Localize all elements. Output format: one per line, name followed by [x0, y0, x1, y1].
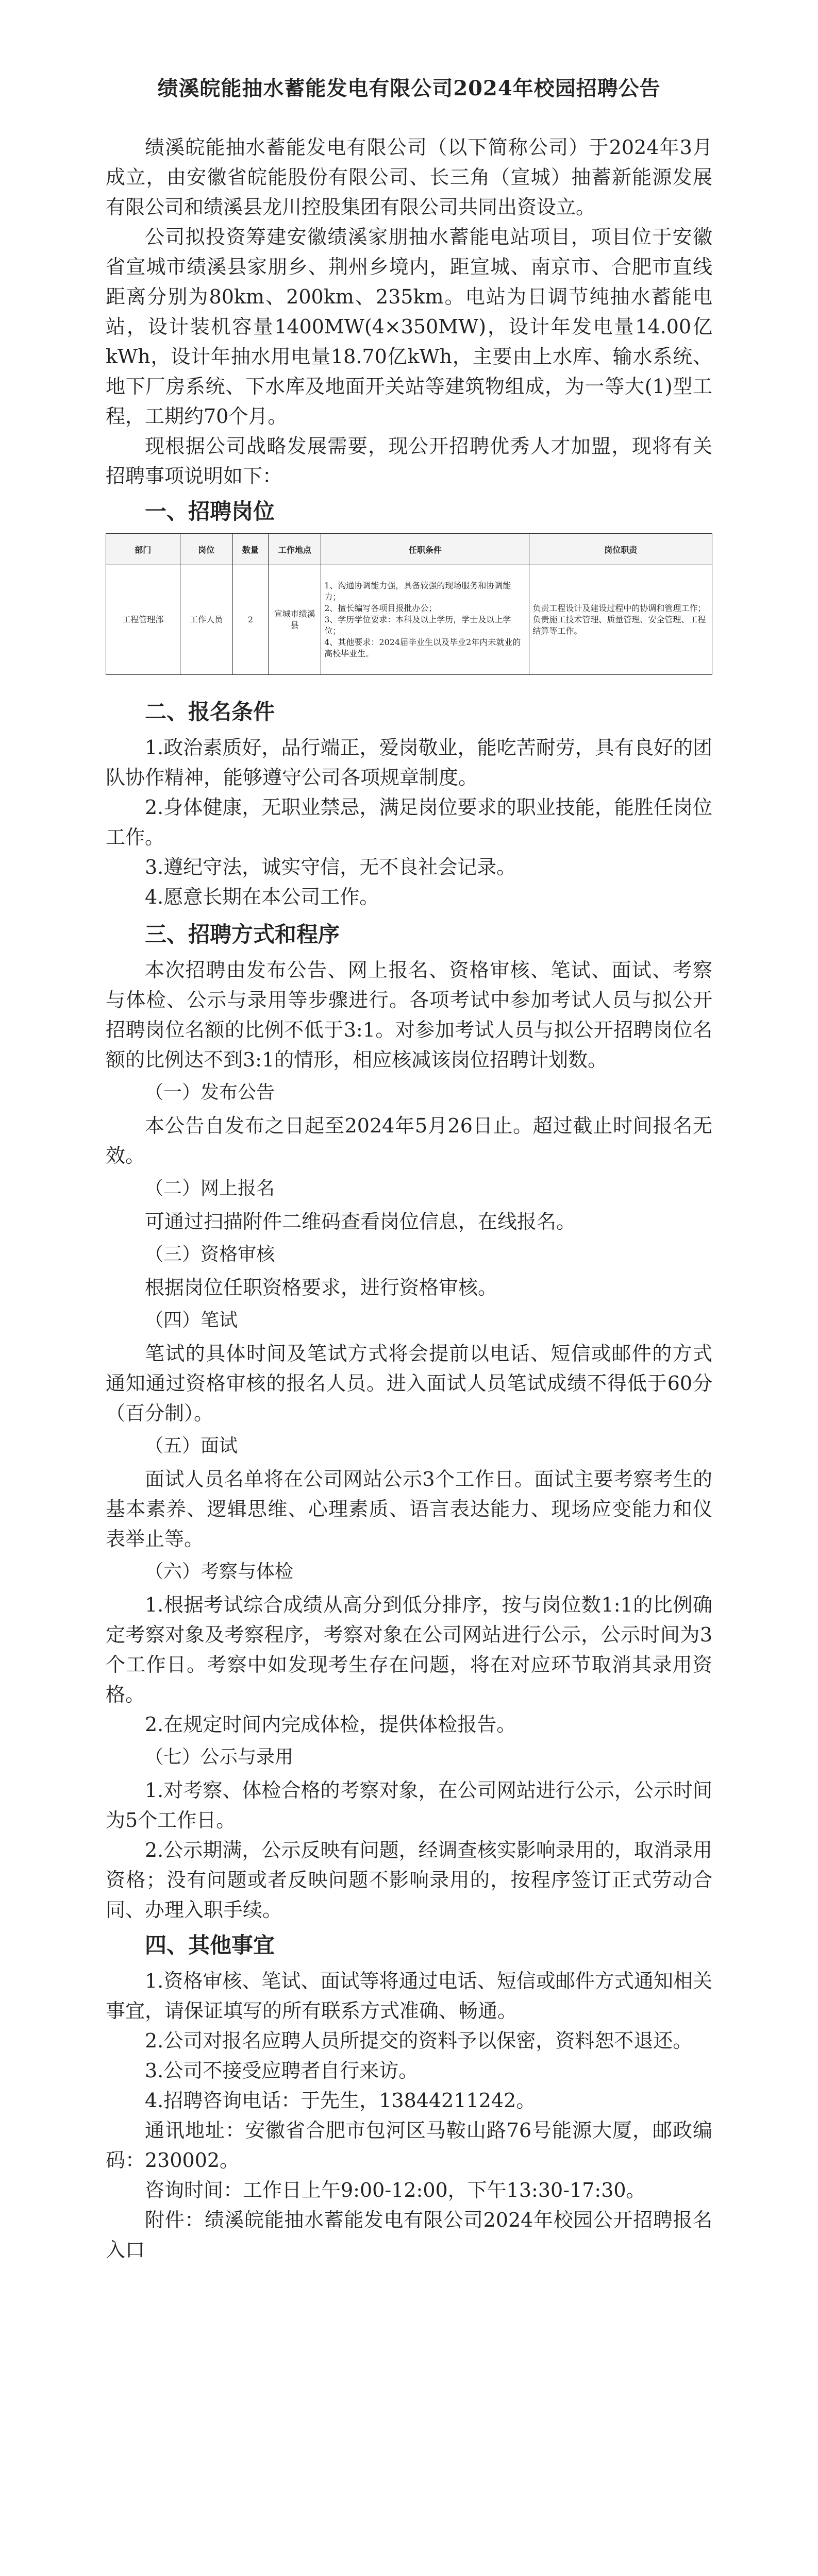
list-item: 2.身体健康，无职业禁忌，满足岗位要求的职业技能，能胜任岗位工作。: [106, 796, 712, 849]
section-heading-positions: 一、招聘岗位: [145, 499, 275, 524]
section-heading-eligibility: 二、报名条件: [145, 699, 275, 724]
requirement-line: 1、沟通协调能力强，具备较强的现场服务和协调能力；: [324, 581, 511, 602]
table-header-cell: 工作地点: [269, 534, 321, 565]
list-item: 2.公司对报名应聘人员所提交的资料予以保密，资料恕不退还。: [145, 2029, 693, 2052]
position-cell: 工作人员: [180, 565, 232, 675]
list-item: 4.愿意长期在本公司工作。: [145, 886, 379, 908]
step-paragraph: 面试人员名单将在公司网站公示3个工作日。面试主要考察考生的基本素养、逻辑思维、心理素质、语言表达能力、现场应变能力和仪表举止等。: [106, 1468, 712, 1550]
requirement-line: 4、其他要求：2024届毕业生以及毕业2年内未就业的高校毕业生。: [324, 637, 521, 658]
list-item: 3.遵纪守法，诚实守信，无不良社会记录。: [145, 856, 516, 878]
step-paragraph: 笔试的具体时间及笔试方式将会提前以电话、短信或邮件的方式通知通过资格审核的报名人员。进入面试人员笔试成绩不得低于60分（百分制）。: [106, 1342, 712, 1425]
requirements-cell: [321, 565, 529, 675]
table-header-cell: 岗位: [180, 534, 232, 565]
table-row: [106, 565, 712, 675]
step-paragraph: 1.根据考试综合成绩从高分到低分排序，按与岗位数1:1的比例确定考察对象及考察程序，考察对象在公司网站进行公示，公示时间为3个工作日。考察中如发现考生存在问题，将在对应环节取消其录用资格。: [106, 1594, 712, 1706]
intro-section: [106, 132, 712, 491]
section-heading-other: 四、其他事宜: [145, 1933, 275, 1958]
step-paragraph: 2.在规定时间内完成体检，提供体检报告。: [145, 1713, 516, 1736]
hours-line: 咨询时间：工作日上午9:00-12:00，下午13:30-17:30。: [145, 2179, 646, 2201]
other-matters-list: [106, 1966, 712, 2265]
dept-cell: 工程管理部: [106, 565, 180, 675]
table-header-cell: 岗位职责: [529, 534, 712, 565]
step-heading: （二）网上报名: [145, 1178, 275, 1199]
step-heading: （一）发布公告: [145, 1082, 275, 1103]
step-heading: （六）考察与体检: [145, 1561, 294, 1582]
address-line: 通讯地址：安徽省合肥市包河区马鞍山路76号能源大厦，邮政编码：230002。: [106, 2119, 712, 2172]
step-heading: （三）资格审核: [145, 1244, 275, 1265]
step-paragraph: 可通过扫描附件二维码查看岗位信息，在线报名。: [145, 1210, 576, 1233]
requirement-line: 3、学历学位要求：本科及以上学历，学士及以上学位；: [324, 615, 511, 636]
attachment-line: 附件：绩溪皖能抽水蓄能发电有限公司2024年校园公开招聘报名入口: [106, 2209, 712, 2261]
list-item: 1.资格审核、笔试、面试等将通过电话、短信或邮件方式通知相关事宜，请保证填写的所有联系方式准确、畅通。: [106, 1970, 712, 2022]
list-item: 3.公司不接受应聘者自行来访。: [145, 2059, 419, 2082]
eligibility-list: [106, 733, 712, 912]
table-header-cell: 任职条件: [321, 534, 529, 565]
step-paragraph: 根据岗位任职资格要求，进行资格审核。: [145, 1276, 498, 1299]
step-heading: （四）笔试: [145, 1310, 238, 1331]
step-paragraph: 2.公示期满，公示反映有问题，经调查核实影响录用的，取消录用资格；没有问题或者反映问题不影响录用的，按程序签订正式劳动合同、办理入职手续。: [106, 1839, 712, 1921]
list-item: 4.招聘咨询电话：于先生，13844211242。: [145, 2089, 536, 2112]
duties-cell: 负责工程设计及建设过程中的协调和管理工作；负责施工技术管理、质量管理、安全管理、工程结算等工作。: [529, 565, 712, 675]
step-heading: （七）公示与录用: [145, 1747, 294, 1768]
requirement-line: 2、擅长编写各项目报批办公；: [324, 603, 437, 613]
table-header-cell: 数量: [232, 534, 269, 565]
location-cell: 宣城市绩溪县: [269, 565, 321, 675]
table-header-cell: 部门: [106, 534, 180, 565]
step-paragraph: 本公告自发布之日起至2024年5月26日止。超过截止时间报名无效。: [106, 1114, 712, 1167]
count-cell: 2: [232, 565, 269, 675]
document-title: 绩溪皖能抽水蓄能发电有限公司2024年校园招聘公告: [157, 76, 661, 100]
intro-paragraph: 绩溪皖能抽水蓄能发电有限公司（以下简称公司）于2024年3月成立，由安徽省皖能股份有限公司、长三角（宣城）抽蓄新能源发展有限公司和绩溪县龙川控股集团有限公司共同出资设立。: [106, 136, 712, 218]
list-item: 1.政治素质好，品行端正，爱岗敬业，能吃苦耐劳，具有良好的团队协作精神，能够遵守公司各项规章制度。: [106, 736, 712, 789]
procedure-intro: 本次招聘由发布公告、网上报名、资格审核、笔试、面试、考察与体检、公示与录用等步骤进行。各项考试中参加考试人员与拟公开招聘岗位名额的比例不低于3:1。对参加考试人员与拟公开招聘岗位名额的比例达不到3:1的情形，相应核减该岗位招聘计划数。: [106, 959, 712, 1071]
table-header-row: [106, 534, 712, 565]
positions-table: [106, 533, 712, 675]
section-heading-procedure: 三、招聘方式和程序: [145, 922, 340, 947]
step-heading: （五）面试: [145, 1435, 238, 1456]
step-paragraph: 1.对考察、体检合格的考察对象，在公司网站进行公示，公示时间为5个工作日。: [106, 1779, 712, 1832]
intro-paragraph: 公司拟投资筹建安徽绩溪家朋抽水蓄能电站项目，项目位于安徽省宣城市绩溪县家朋乡、荆州乡境内，距宣城、南京市、合肥市直线距离分别为80km、200km、235km。电站为日调节纯抽水蓄能电站，设计装机容量1400MW(4×350MW)，设计年发电量14.00亿kWh，设计年抽水用电量18.70亿kWh，主要由上水库、输水系统、地下厂房系统、下水库及地面开关站等建筑物组成，为一等大(1)型工程，工期约70个月。: [106, 226, 712, 428]
intro-paragraph: 现根据公司战略发展需要，现公开招聘优秀人才加盟，现将有关招聘事项说明如下：: [106, 435, 712, 487]
